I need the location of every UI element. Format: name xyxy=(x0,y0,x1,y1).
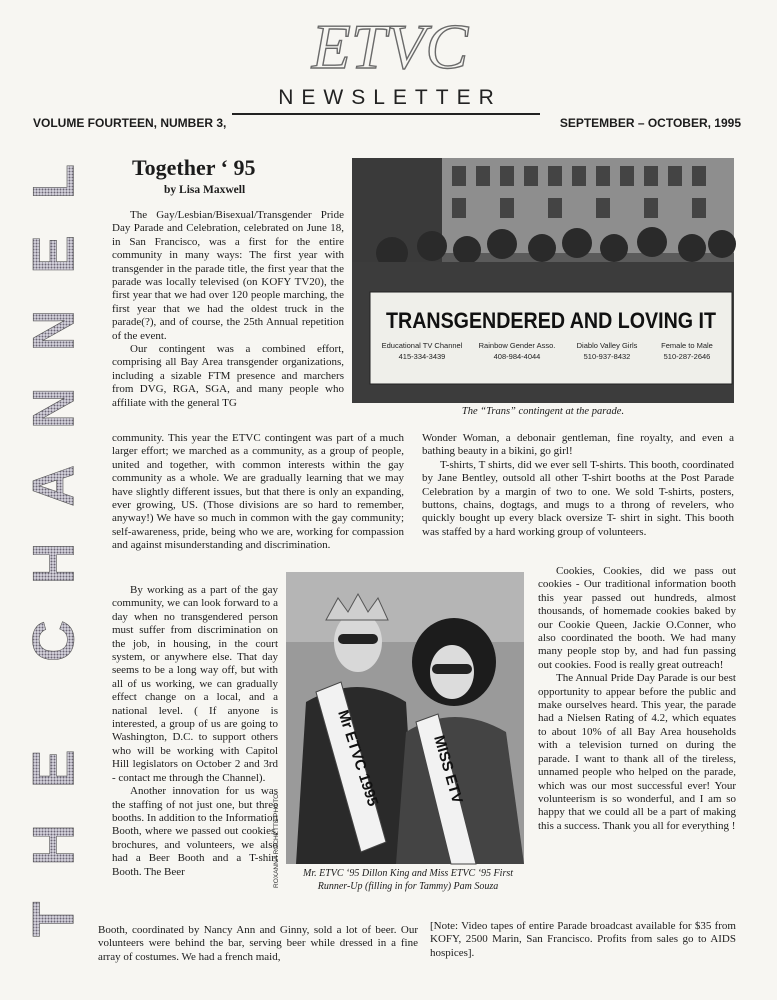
parade-photo xyxy=(352,158,734,403)
etvc-logo-text: ETVC xyxy=(311,11,469,82)
paragraph: Our contingent was a combined effort, comprising all Bay Area transgender organizations, including a sizable FTM presence and marchers from DVG, RGA, SGA, and many people who affiliate with the general TG xyxy=(112,343,344,409)
article-column-wide xyxy=(112,432,404,553)
banner-org-phone: 510-287-2646 xyxy=(663,352,711,361)
paragraph: Cookies, Cookies, did we pass out cookies - Our traditional information booth this year passed out hundreds, almost thousands, of homemade cookies baked by our Cookie Queen, Jackie O.Conner, who also coordinated the booth. We had many many people stop by, and had fun passing out cookies. Food is really great outreach! xyxy=(538,565,736,671)
issue-date: SEPTEMBER – OCTOBER, 1995 xyxy=(559,116,741,130)
newsletter-title: NEWSLETTER xyxy=(278,86,502,109)
banner-org-phone: 510-937-8432 xyxy=(583,352,631,361)
banner-headline: TRANSGENDERED AND LOVING IT xyxy=(386,308,717,333)
mr-etvc-photo-caption: Mr. ETVC ‘95 Dillon King and Miss ETVC ‘95 First Runner-Up (filling in for Tammy) Pam Souza xyxy=(302,868,513,892)
paragraph: T-shirts, T shirts, did we ever sell T-shirts. This booth, coordinated by Jane Bentley, outsold all other T-shirt booths at the Post Parade Celebration by a margin of two to one. We sold T-shirts, posters, buttons, chains, dogtags, and mugs to a throng of revelers, who quickly bought up every black oversize T- shirt in sight. This booth was staffed by a hard working group of volunteers. xyxy=(422,458,734,538)
mr-etvc-photo xyxy=(286,572,524,864)
article-column-right-lower xyxy=(538,565,736,833)
paragraph: [Note: Video tapes of entire Parade broadcast available for $35 from KOFY, 2500 Marin, San Francisco. Profits from sales go to AIDS hospices]. xyxy=(430,920,736,959)
article-byline: by Lisa Maxwell xyxy=(164,184,246,196)
article-column-bottom-left xyxy=(98,924,418,964)
masthead-rule xyxy=(232,113,540,115)
paragraph: Wonder Woman, a debonair gentleman, fine royalty, and even a bathing beauty in a bikini, go girl! xyxy=(422,432,734,458)
paragraph: Booth, coordinated by Nancy Ann and Ginny, sold a lot of beer. Our volunteers were behind the bar, serving beer while dressed in a fine array of costumes. We had a french maid, xyxy=(98,924,418,963)
banner-org-name: Female to Male xyxy=(661,341,713,350)
article-column-left-top xyxy=(112,209,344,410)
the-channel-text: THE CHANNEL xyxy=(21,147,87,937)
the-channel-vertical-title xyxy=(21,135,88,950)
video-note xyxy=(430,920,736,960)
article-column-left-mid xyxy=(112,584,278,879)
paragraph: The Annual Pride Day Parade is our best opportunity to appear before the public and make ourselves heard. This year, the parade had a Nielsen Rating of 4.2, which equates to about 10% of all Bay Area households with a television turned on during the parade. I want to thank all of the tireless, unnamed people who helped on the parade, which was our most successful ever! Your volunteerism is so wonderful, and I am so happy that we could all be a part of making this a success. Thank you all for everything ! xyxy=(538,672,736,832)
article-headline: Together ‘ 95 xyxy=(132,155,256,180)
photo-credit-text: ROXANNA ROCHETTE PHOTO xyxy=(273,793,280,888)
banner-org-name: Educational TV Channel xyxy=(381,341,463,350)
banner-org-phone: 415-334-3439 xyxy=(398,352,446,361)
photo-credit xyxy=(268,760,282,890)
paragraph: community. This year the ETVC contingent was part of a much larger effort; we marched as a community, as a group of people, united and together, with common interests within the gay community as a whole. We are gradually learning that we may have slightly different issues, but that there is only an expanding, ever growing, US. (Those divisions are so hard to remember, anyway!) We have so much in common with the gay community; self-awareness, pride, being who we are, working for compassion and against misunderstanding and discrimination. xyxy=(112,432,404,552)
parade-photo-caption: The “Trans” contingent at the parade. xyxy=(461,406,625,417)
article-column-right-mid xyxy=(422,432,734,539)
paragraph: Another innovation for us was the staffing of not just one, but three booths. In addition to the Information Booth, where we passed out cookies, brochures, and volunteers, we also had a Beer Booth and a T-shirt Booth. The Beer xyxy=(112,785,278,878)
banner-org-name: Rainbow Gender Asso. xyxy=(478,341,556,350)
banner-org-name: Diablo Valley Girls xyxy=(576,341,638,350)
sash-miss-etvc: MISS ETV xyxy=(430,733,466,806)
sash-mr-etvc: Mr ETVC 1995 xyxy=(334,707,382,809)
paragraph: By working as a part of the gay community, we can look forward to a day when no transgendered person must suffer from discrimination on the job, in housing, in the court system, or anywhere else. That day seems to be a long way off, but with all of us working, we can gradually effect change on a local, and a national level. ( If anyone is interested, a group of us are going to Washington, D.C. to support others who will be working with Capitol Hill legislators on October 2 and 3rd - contact me through the Channel). xyxy=(112,584,278,784)
banner-org-phone: 408-984-4044 xyxy=(493,352,541,361)
volume-number: VOLUME FOURTEEN, NUMBER 3, xyxy=(33,116,227,130)
etvc-logo xyxy=(250,12,530,80)
paragraph: The Gay/Lesbian/Bisexual/Transgender Pride Day Parade and Celebration, celebrated on June 18, in San Francisco, was a first for the entire community in many ways: The first year with transgender in the parade title, the first year that the parade was locally televised (on KOFY TV20), the first year that we had over 120 people marching, the first year that we had the oldest truck in the parade(?), and of course, the 25th Annual repetition of the event. xyxy=(112,209,344,342)
